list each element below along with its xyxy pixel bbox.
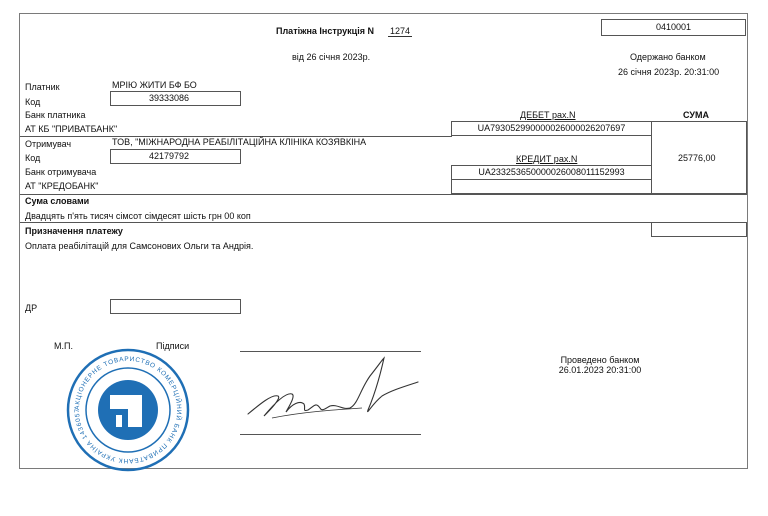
document-title: Платіжна Інструкція N <box>276 26 374 36</box>
document-number: 1274 <box>390 26 411 36</box>
payer-label: Платник <box>25 82 60 92</box>
credit-extra-box <box>451 179 652 194</box>
purpose-side-box <box>651 222 747 237</box>
dr-label: ДР <box>25 303 38 313</box>
payer-bank-label: Банк платника <box>25 110 86 120</box>
credit-account-label: КРЕДИТ рах.N <box>516 154 578 164</box>
recipient-name: ТОВ, "МІЖНАРОДНА РЕАБІЛІТАЦІЙНА КЛІНІКА КОЗЯВКІНА <box>112 137 367 147</box>
amount-box <box>651 121 747 194</box>
payer-code-box <box>110 91 241 106</box>
amount-words-label: Сума словами <box>25 196 90 206</box>
amount-words-text: Двадцять п'ять тисяч сімсот сімдесят шість грн 00 коп <box>25 211 251 221</box>
credit-account-number: UA233253650000026008011152993 <box>478 167 625 177</box>
bank-seal-stamp <box>66 348 190 472</box>
document-code-box <box>601 19 746 36</box>
purpose-divider-top <box>20 222 747 223</box>
payment-instruction-document <box>19 13 748 469</box>
svg-text:АКЦІОНЕРНЕ ТОВАРИСТВО КОМЕРЦІЙ: АКЦІОНЕРНЕ ТОВАРИСТВО КОМЕРЦІЙНИЙ БАНК ПРИВАТБАНК УКРАЇНА 1436057 <box>73 355 183 465</box>
payer-bank-name: АТ КБ "ПРИВАТБАНК" <box>25 124 118 134</box>
processed-by-bank-label: Проведено банком <box>560 355 640 365</box>
amount-value: 25776,00 <box>678 153 716 163</box>
purpose-label: Призначення платежу <box>25 226 123 236</box>
amount-words-divider-top <box>20 194 747 195</box>
recipient-code-label: Код <box>25 153 41 163</box>
received-by-bank-date: 26 січня 2023р. 20:31:00 <box>618 67 720 77</box>
amount-label: СУМА <box>683 110 709 120</box>
dr-field-box <box>110 299 241 314</box>
payer-code: 39333086 <box>149 93 190 103</box>
recipient-label: Отримувач <box>25 139 72 149</box>
recipient-code: 42179792 <box>149 151 190 161</box>
recipient-code-box <box>110 149 241 164</box>
document-code: 0410001 <box>655 22 692 32</box>
payer-code-label: Код <box>25 97 41 107</box>
processed-by-bank-date: 26.01.2023 20:31:00 <box>558 365 642 375</box>
handwritten-signature <box>242 352 422 432</box>
debit-account-box <box>451 121 652 136</box>
document-date: від 26 січня 2023р. <box>292 52 371 62</box>
credit-account-box <box>451 165 652 180</box>
purpose-text: Оплата реабілітацій для Самсонових Ольги та Андрія. <box>25 241 254 251</box>
seal-icon <box>66 348 190 472</box>
signature-line-bottom <box>240 434 421 435</box>
signatures-label: Підписи <box>156 341 190 351</box>
recipient-bank-name: АТ "КРЕДОБАНК" <box>25 181 99 191</box>
mp-label: М.П. <box>54 341 73 351</box>
debit-account-number: UA793052990000026000026207697 <box>477 123 626 133</box>
recipient-bank-label: Банк отримувача <box>25 167 97 177</box>
debit-account-label: ДЕБЕТ рах.N <box>520 110 576 120</box>
payer-name: МРІЮ ЖИТИ БФ БО <box>112 80 197 90</box>
received-by-bank-label: Одержано банком <box>630 52 706 62</box>
